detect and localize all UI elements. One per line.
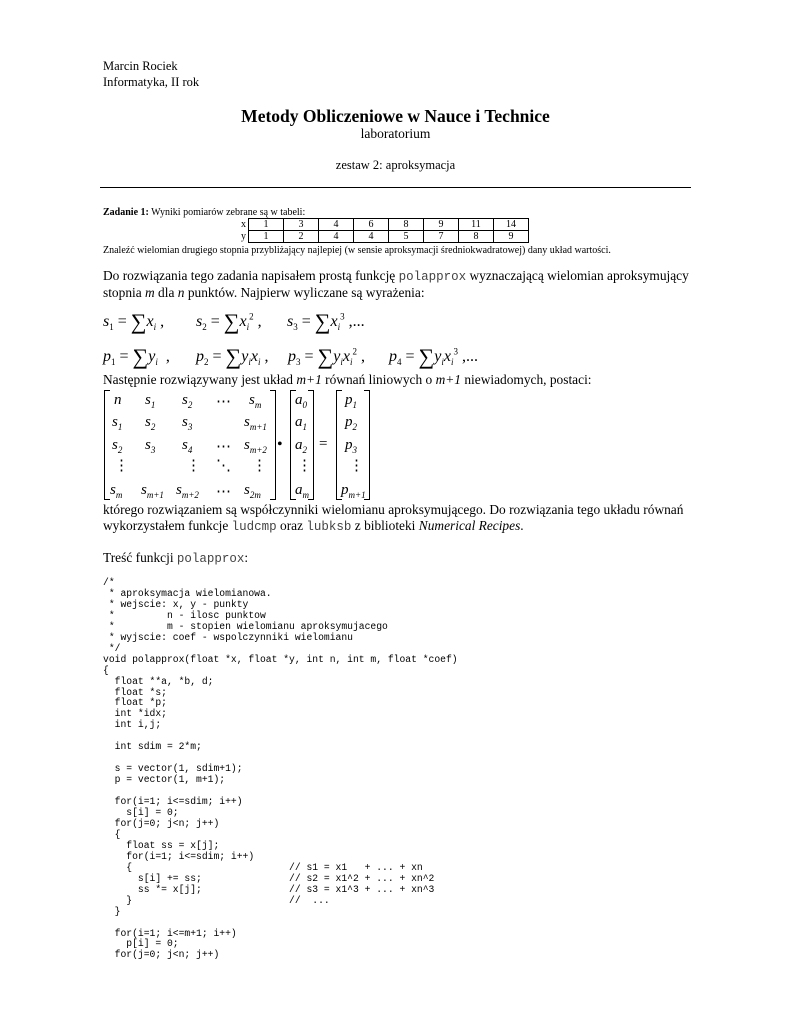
- library-name: Numerical Recipes: [418, 518, 521, 533]
- math-var: m+1: [435, 372, 461, 387]
- text: równań liniowych o: [321, 372, 436, 387]
- table-cell: 14: [494, 219, 529, 231]
- table-cell: 1: [249, 219, 284, 231]
- function-name: polapprox: [176, 552, 245, 566]
- table-cell: 1: [249, 231, 284, 243]
- text: Treść funkcji: [103, 550, 177, 565]
- text: stopnia: [103, 285, 146, 300]
- table-cell: 9: [494, 231, 529, 243]
- paragraph-code-intro: [103, 550, 248, 567]
- task-text: Wyniki pomiarów zebrane są w tabeli:: [151, 207, 306, 218]
- task-label: Zadanie 1:: [103, 207, 149, 218]
- author-name: Marcin Rociek: [103, 59, 178, 73]
- bracket-right: [270, 390, 276, 500]
- set-label: zestaw 2: aproksymacja: [335, 158, 456, 172]
- text: dla: [154, 285, 178, 300]
- table-cell: 4: [319, 219, 354, 231]
- paragraph-intro: [103, 268, 693, 301]
- text: z biblioteki: [351, 518, 419, 533]
- text: :: [244, 550, 249, 565]
- text: oraz: [276, 518, 307, 533]
- table-cell: 8: [389, 219, 424, 231]
- table-cell: 9: [424, 219, 459, 231]
- table-cell: 7: [424, 231, 459, 243]
- table-cell: 8: [459, 231, 494, 243]
- author-block: [103, 59, 199, 90]
- author-course: Informatyka, II rok: [103, 74, 200, 89]
- math-var: m: [145, 285, 155, 300]
- task-question: Znaleźć wielomian drugiego stopnia przybliżający najlepiej (w sensie aproksymacji średniokwadratowej) dany układ wartości.: [103, 245, 611, 256]
- table-cell: 6: [354, 219, 389, 231]
- table-cell: 3: [284, 219, 319, 231]
- math-var: n: [177, 285, 185, 300]
- paragraph-system: [103, 372, 592, 388]
- table-cell: 4: [354, 231, 389, 243]
- table-cell: 4: [319, 231, 354, 243]
- task-intro: [103, 207, 305, 218]
- row-label-x: x: [241, 219, 246, 230]
- function-name: lubksb: [306, 520, 352, 534]
- table-cell: 5: [389, 231, 424, 243]
- text: wyznaczającą wielomian aproksymujący: [466, 268, 689, 283]
- text: niewiadomych, postaci:: [460, 372, 592, 387]
- code-listing: /* * aproksymacja wielomianowa. * wejscie: x, y - punkty * n - ilosc punktow * m - stopien wielomianu aproksymujacego * wyjscie: coef - wspolczynniki wielomianu */ void polapprox(float *x, float *y, int n, int m, float *coef) { float **a, *b, d; float *s; float *p; int *idx; int i,j; int sdim = 2*m; s = vector(1, sdim+1); p = vector(1, m+1); for(i=1; i<=sdim; i++) s[i] = 0; for(j=0; j<n; j++) { float ss = x[j]; for(i=1; i<=sdim; i++) { // s1 = x1 + ... + xn s[i] += ss; // s2 = x1^2 + ... + xn^2 ss *= x[j]; // s3 = x1^3 + ... + xn^3 } // ... } for(i=1; i<=m+1; i++) p[i] = 0; for(j=0; j<n; j++): [103, 577, 458, 961]
- table-row-y: [233, 231, 529, 243]
- measurement-table: [233, 218, 529, 243]
- text: Następnie rozwiązywany jest układ: [103, 372, 297, 387]
- table-cell: 11: [459, 219, 494, 231]
- table-row-x: [233, 219, 529, 231]
- text: .: [520, 518, 524, 533]
- math-var: m+1: [296, 372, 322, 387]
- paragraph-solution: [103, 502, 693, 535]
- text: punktów. Najpierw wyliczane są wyrażenia:: [184, 285, 425, 300]
- row-label-y: y: [241, 231, 246, 242]
- function-name: ludcmp: [231, 520, 277, 534]
- divider: [100, 187, 691, 188]
- document-title: Metody Obliczeniowe w Nauce i Technice: [241, 106, 550, 126]
- function-name: polapprox: [398, 270, 467, 284]
- document-subtitle: laboratorium: [360, 126, 431, 141]
- text: Do rozwiązania tego zadania napisałem prostą funkcję: [103, 268, 399, 283]
- text: wykorzystałem funkcje: [103, 518, 232, 533]
- table-cell: 2: [284, 231, 319, 243]
- text: którego rozwiązaniem są współczynniki wielomianu aproksymującego. Do rozwiązania tego układu równań: [103, 502, 684, 517]
